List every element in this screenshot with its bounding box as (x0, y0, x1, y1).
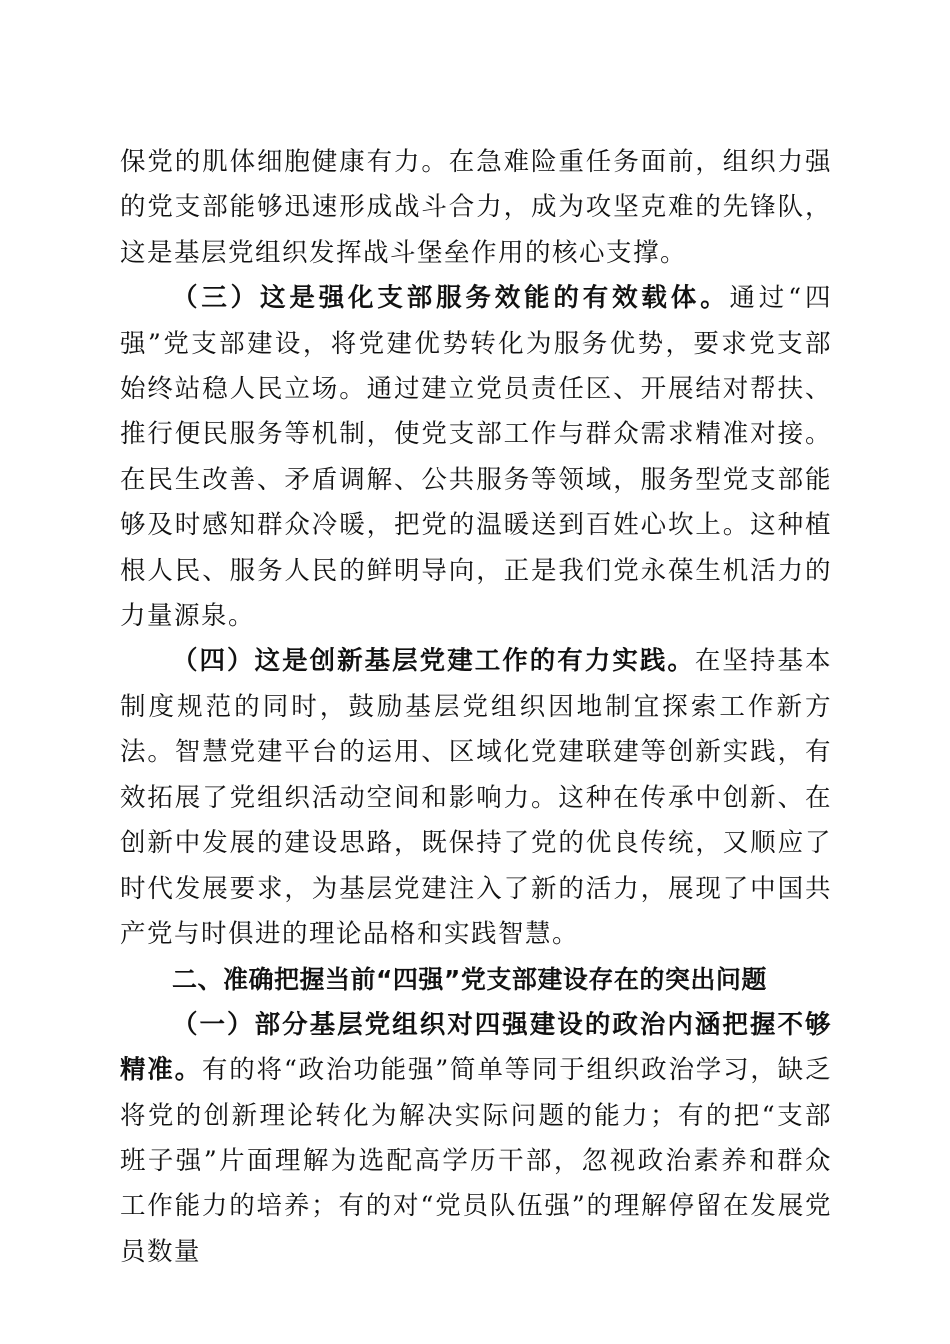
section-heading: 二、准确把握当前“四强”党支部建设存在的突出问题 (172, 965, 767, 995)
paragraph-text: 通过“四强”党支部建设，将党建优势转化为服务优势，要求党支部始终站稳人民立场。通过建立党员责任区、开展结对帮扶、推行便民服务等机制，使党支部工作与群众需求精准对接。在民生改善、矛盾调解、公共服务等领域，服务型党支部能够及时感知群众冷暖，把党的温暖送到百姓心坎上。这种植根人民、服务人民的鲜明导向，正是我们党永葆生机活力的力量源泉。 (120, 283, 832, 632)
paragraph-lead: （四）这是创新基层党建工作的有力实践。 (172, 646, 695, 677)
paragraph-text: 有的将“政治功能强”简单等同于组织政治学习，缺乏将党的创新理论转化为解决实际问题的能力；有的把“支部班子强”片面理解为选配高学历干部，忽视政治素养和群众工作能力的培养；有的对“党员队伍强”的理解停留在发展党员数量 (120, 1055, 832, 1267)
paragraph-text: 保党的肌体细胞健康有力。在急难险重任务面前，组织力强的党支部能够迅速形成战斗合力，成为攻坚克难的先锋队，这是基层党组织发挥战斗堡垒作用的核心支撑。 (120, 147, 832, 268)
paragraph-continuation (120, 140, 832, 276)
paragraph-item-4 (120, 639, 832, 957)
paragraph-item-1 (120, 1003, 832, 1275)
paragraph-lead: （一）部分基层党组织对四强建设的政治内涵把握不够精准。 (120, 1009, 832, 1086)
paragraph-lead: （三）这是强化支部服务效能的有效载体。 (172, 283, 730, 314)
document-body (120, 140, 832, 1275)
paragraph-text: 在坚持基本制度规范的同时，鼓励基层党组织因地制宜探索工作新方法。智慧党建平台的运用、区域化党建联建等创新实践，有效拓展了党组织活动空间和影响力。这种在传承中创新、在创新中发展的建设思路，既保持了党的优良传统，又顺应了时代发展要求，为基层党建注入了新的活力，展现了中国共产党与时俱进的理论品格和实践智慧。 (120, 646, 832, 949)
paragraph-item-3 (120, 276, 832, 639)
